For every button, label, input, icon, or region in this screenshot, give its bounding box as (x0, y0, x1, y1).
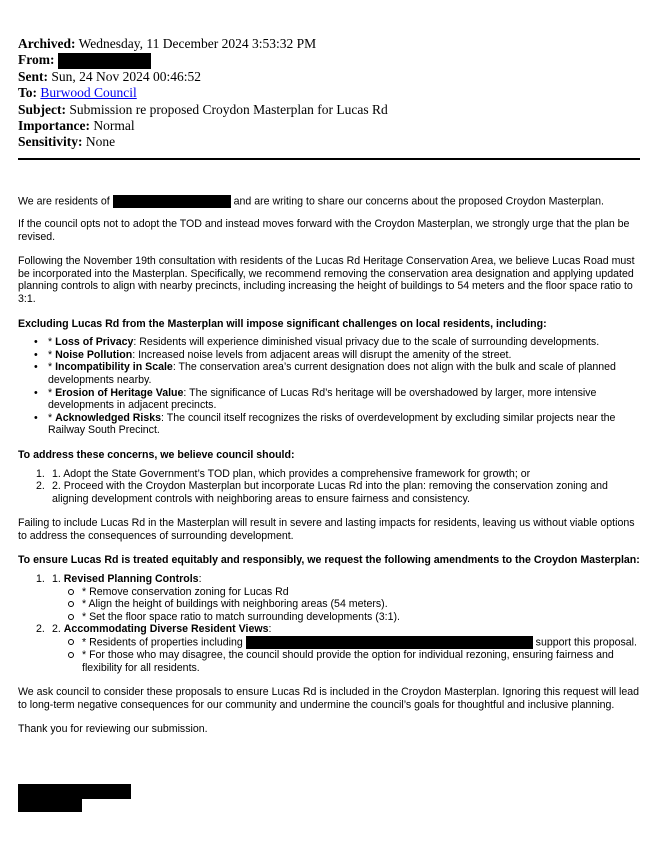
list-item (48, 336, 643, 349)
subject-label: Subject: (18, 101, 66, 117)
paragraph-5: We ask council to consider these proposals to ensure Lucas Rd is included in the Croydon Masterplan. Ignoring this request will lead to long-term negative consequences for our community and undermine the council’s goals for thoughtful and inclusive planning. (18, 686, 640, 711)
subject-value: Submission re proposed Croydon Masterplan for Lucas Rd (69, 101, 388, 117)
intro-text-b: and are writing to share our concerns about the proposed Croydon Masterplan. (233, 195, 604, 208)
intro-text-a: We are residents of (18, 195, 110, 208)
importance-value: Normal (93, 117, 135, 133)
bullet-title: Loss of Privacy (55, 336, 134, 349)
sub-list-item (82, 636, 643, 649)
bullet-prefix: * (48, 411, 56, 424)
list-text: 2. Proceed with the Croydon Masterplan but incorporate Lucas Rd into the plan: removing the conservation zoning and aligning development controls with neighboring areas to ensure fairness and consistency. (52, 480, 608, 505)
list-colon: : (198, 573, 202, 586)
importance-label: Importance: (18, 117, 90, 133)
list-item (48, 387, 643, 412)
bullet-text: : Residents will experience diminished visual privacy due to the scale of surrounding developments. (133, 336, 600, 349)
list-text: 1. Adopt the State Government’s TOD plan, which provides a comprehensive framework for growth; or (52, 467, 531, 480)
heading-address-text: To address these concerns, we believe council should: (18, 448, 295, 461)
sensitivity-label: Sensitivity: (18, 133, 83, 149)
list-colon: : (268, 623, 272, 636)
importance-row (18, 118, 388, 134)
list-item (36, 480, 643, 505)
amendments-list (18, 573, 643, 674)
sub-list-item: * Remove conservation zoning for Lucas Rd (82, 586, 643, 599)
from-label: From: (18, 52, 55, 68)
sent-value: Sun, 24 Nov 2024 00:46:52 (51, 69, 202, 85)
list-item (48, 361, 643, 386)
subject-row (18, 102, 388, 118)
list-number: 1. (36, 573, 45, 586)
sub-list (52, 586, 643, 624)
amendment-title: Accommodating Diverse Resident Views (63, 623, 269, 636)
sub-list (52, 636, 643, 674)
bullet-title: Acknowledged Risks (55, 411, 162, 424)
list-number: 2. (36, 623, 45, 636)
redacted-signature (18, 784, 131, 799)
council-options-list (18, 468, 643, 506)
email-body (18, 195, 643, 736)
list-item (36, 467, 643, 481)
sensitivity-row (18, 134, 388, 150)
list-number: 2. (36, 480, 45, 493)
list-item (48, 412, 643, 437)
sub-list-text-b: support this proposal. (535, 636, 637, 649)
amendment-title: Revised Planning Controls (63, 573, 199, 586)
redacted-signature-2 (18, 798, 82, 812)
challenges-list (18, 336, 643, 437)
bullet-prefix: * (48, 386, 56, 399)
heading-address (18, 449, 643, 462)
bullet-text: : The significance of Lucas Rd’s heritage will be overshadowed by larger, more intensive developments in adjacent precincts. (48, 386, 597, 412)
redacted-properties (246, 636, 533, 649)
list-item (36, 623, 643, 674)
from-row (18, 52, 388, 69)
list-number: 1. (36, 467, 45, 480)
bullet-prefix: * (48, 361, 56, 374)
bullet-title: Incompatibility in Scale (55, 361, 173, 374)
header-divider (18, 158, 640, 160)
sent-row (18, 69, 388, 85)
list-item (36, 573, 643, 623)
paragraph-2: If the council opts not to adopt the TOD and instead moves forward with the Croydon Masterplan, we strongly urge that the plan be revised. (18, 218, 630, 243)
archived-value: Wednesday, 11 December 2024 3:53:32 PM (78, 36, 317, 51)
to-row (18, 85, 388, 101)
bullet-title: Noise Pollution (55, 348, 133, 361)
thanks-line: Thank you for reviewing our submission. (18, 723, 208, 736)
email-header (18, 36, 388, 150)
list-prefix: 1. (52, 573, 64, 586)
heading-challenges-text: Excluding Lucas Rd from the Masterplan will impose significant challenges on local residents, including: (18, 317, 547, 330)
bullet-title: Erosion of Heritage Value (55, 386, 184, 399)
heading-amendments (18, 554, 643, 567)
bullet-text: : The council itself recognizes the risks of overdevelopment by excluding similar projects near the Railway South Precinct. (48, 411, 616, 437)
archived-label: Archived: (18, 36, 76, 51)
sub-list-item: * Align the height of buildings with neighboring areas (54 meters). (82, 598, 643, 611)
to-link[interactable]: Burwood Council (40, 85, 137, 101)
paragraph-4: Failing to include Lucas Rd in the Masterplan will result in severe and lasting impacts for residents, leaving us without viable options to address the consequences of surrounding development. (18, 517, 635, 542)
to-label: To: (18, 85, 38, 101)
redacted-sender (58, 53, 151, 69)
bullet-prefix: * (48, 336, 56, 349)
bullet-text: : Increased noise levels from adjacent areas will disrupt the amenity of the street. (132, 348, 512, 361)
intro-paragraph (18, 195, 643, 208)
sub-list-item: * Set the floor space ratio to match surrounding developments (3:1). (82, 611, 643, 624)
list-item (48, 349, 643, 362)
list-prefix: 2. (52, 623, 64, 636)
sub-list-item: * For those who may disagree, the council should provide the option for individual rezoning, ensuring fairness and flexibility for all residents. (82, 649, 643, 674)
heading-challenges (18, 318, 643, 331)
paragraph-3: Following the November 19th consultation with residents of the Lucas Rd Heritage Conservation Area, we believe Lucas Road must be incorporated into the Masterplan. Specifically, we recommend removing the conservation area designation and applying updated planning controls to align with nearby precincts, including increasing the height of buildings to 54 meters and the floor space ratio to 3:1. (18, 255, 635, 305)
redacted-address (113, 195, 231, 208)
archived-row (18, 36, 388, 52)
sub-list-text-a: * Residents of properties including (82, 636, 243, 649)
sensitivity-value: None (85, 133, 116, 149)
heading-amendments-text: To ensure Lucas Rd is treated equitably and responsibly, we request the following amendments to the Croydon Masterplan: (18, 554, 640, 567)
sent-label: Sent: (18, 69, 48, 85)
bullet-prefix: * (48, 348, 56, 361)
bullet-text: : The conservation area’s current designation does not align with the bulk and scale of planned developments nearby. (48, 361, 616, 386)
